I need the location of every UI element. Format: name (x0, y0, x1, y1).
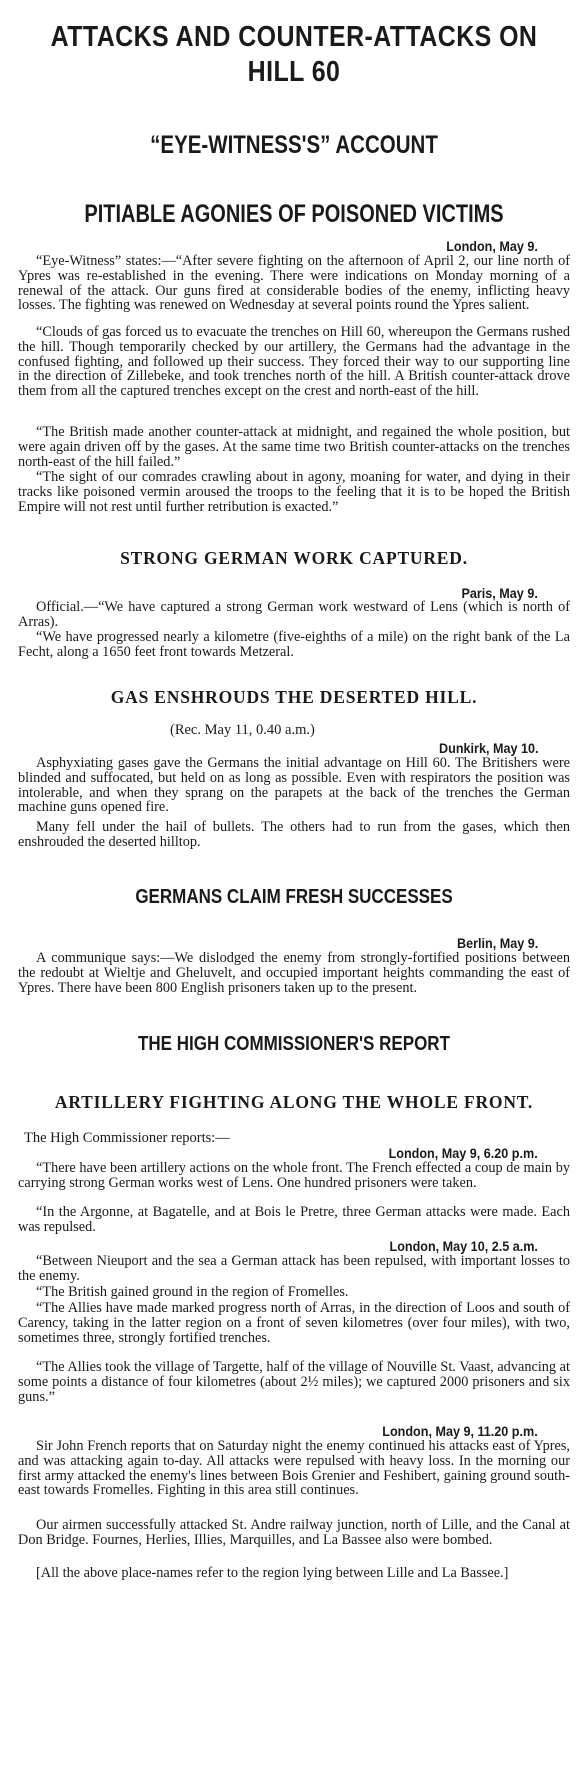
report-paragraph-1: “There have been artillery actions on the whole front. The French effected a coup de main by carrying strong German works west of Lens. One hundred prisoners were taken. (18, 1160, 570, 1191)
dateline-london-may-9: London, May 9. (446, 238, 538, 254)
strong-german-work-paragraph-1: Official.—“We have captured a strong German work westward of Lens (which is north of Arras). (18, 599, 570, 630)
eyewitness-paragraph-3: “The British made another counter-attack at midnight, and regained the whole position, but were again driven off by the gases. At the same time two British counter-attacks on the trenches north-east of the hill failed.” (18, 424, 570, 470)
high-commissioner-intro: The High Commissioner reports:— (24, 1130, 230, 1146)
eyewitness-paragraph-2: “Clouds of gas forced us to evacuate the trenches on Hill 60, whereupon the Germans rushed the hill. Though temporarily checked by our artillery, the Germans had the advantage in the confused fighting, and followed up their success. They forced their way to our supporting line in the direction of Zillebeke, and took trenches north of the hill. A British counter-attack drove them from all the captured trenches except on the crest and north-east of the hill. (18, 324, 570, 400)
dateline-dunkirk-may-10: Dunkirk, May 10. (438, 740, 538, 756)
section-heading-germans-claim: GERMANS CLAIM FRESH SUCCESSES (135, 886, 453, 908)
dateline-london-may-9-1120pm: London, May 9, 11.20 p.m. (382, 1423, 538, 1439)
report-paragraph-2: “In the Argonne, at Bagatelle, and at Bois le Pretre, three German attacks were made. Each was repulsed. (18, 1204, 570, 1235)
gas-enshrouds-paragraph-2: Many fell under the hail of bullets. The others had to run from the gases, which then enshrouded the deserted hilltop. (18, 819, 570, 850)
dateline-paris-may-9: Paris, May 9. (461, 585, 538, 601)
section-heading-high-commissioner: THE HIGH COMMISSIONER'S REPORT (138, 1033, 450, 1055)
article-headline: PITIABLE AGONIES OF POISONED VICTIMS (84, 200, 504, 228)
gas-enshrouds-paragraph-1: Asphyxiating gases gave the Germans the initial advantage on Hill 60. The Britishers were blinded and suffocated, but held on as long as possible. Even with respirators the position was intolerable, and when they sprang on the parapets at the back of the trenches the German machine guns opened fire. (18, 755, 570, 816)
dateline-london-may-9-620pm: London, May 9, 6.20 p.m. (388, 1145, 538, 1161)
report-paragraph-8: Our airmen successfully attacked St. Andre railway junction, north of Lille, and the Canal at Don Bridge. Fournes, Herlies, Illies, Marquilles, and La Bassee also were bombed. (18, 1517, 570, 1548)
report-paragraph-3: “Between Nieuport and the sea a German attack has been repulsed, with important losses to the enemy. (18, 1253, 570, 1284)
dateline-berlin-may-9: Berlin, May 9. (456, 935, 538, 951)
article-title: ATTACKS AND COUNTER-ATTACKS ON HILL 60 (50, 21, 538, 88)
received-time: (Rec. May 11, 0.40 a.m.) (170, 722, 315, 738)
germans-claim-paragraph-1: A communique says:—We dislodged the enemy from strongly-fortified positions between the redoubt at Wieltje and Gheluvelt, and occupied important heights commanding the east of Ypres. There have been 800 English prisoners taken up to the present. (18, 950, 570, 996)
report-paragraph-6: “The Allies took the village of Targette, half of the village of Nouville St. Vaast, advancing at some points a distance of four kilometres (about 2½ miles); we captured 2000 prisoners and six guns.” (18, 1359, 570, 1405)
strong-german-work-paragraph-2: “We have progressed nearly a kilometre (five-eighths of a mile) on the right bank of the La Fecht, along a 1650 feet front towards Metzeral. (18, 629, 570, 660)
report-paragraph-4: “The British gained ground in the region of Fromelles. (36, 1284, 349, 1300)
report-paragraph-7: Sir John French reports that on Saturday night the enemy continued his attacks east of Ypres, and was attacking again to-day. All attacks were repulsed with heavy loss. In the morning our first army attacked the enemy's lines between Bois Grenier and Feshibert, gaining ground south-east towards Fromelles. Fighting in this area still continues. (18, 1438, 570, 1499)
article-subtitle: “EYE-WITNESS'S” ACCOUNT (150, 131, 438, 159)
subheading-artillery-fighting: ARTILLERY FIGHTING ALONG THE WHOLE FRONT. (54, 1092, 534, 1112)
report-paragraph-9: [All the above place-names refer to the region lying between Lille and La Bassee.] (36, 1565, 509, 1581)
eyewitness-paragraph-4: “The sight of our comrades crawling about in agony, moaning for water, and dying in their tracks like poisoned vermin aroused the troops to the feeling that it is to be hoped the British Empire will not rest until further retribution is exacted.” (18, 469, 570, 515)
eyewitness-paragraph-1: “Eye-Witness” states:—“After severe fighting on the afternoon of April 2, our line north of Ypres was re-established in the evening. There were indications on Monday morning of a renewal of the attack. Our guns fired at considerable bodies of the enemy, inflicting heavy losses. The fighting was renewed on Wednesday at several points round the Ypres salient. (18, 253, 570, 314)
report-paragraph-5: “The Allies have made marked progress north of Arras, in the direction of Loos and south of Carency, taking in the latter region on a front of seven kilometres (over four miles), with two, sometimes three, strongly fortified trenches. (18, 1300, 570, 1346)
dateline-london-may-10-25am: London, May 10, 2.5 a.m. (389, 1238, 538, 1254)
section-heading-strong-german-work: STRONG GERMAN WORK CAPTURED. (120, 548, 468, 568)
section-heading-gas-enshrouds: GAS ENSHROUDS THE DESERTED HILL. (110, 687, 478, 707)
